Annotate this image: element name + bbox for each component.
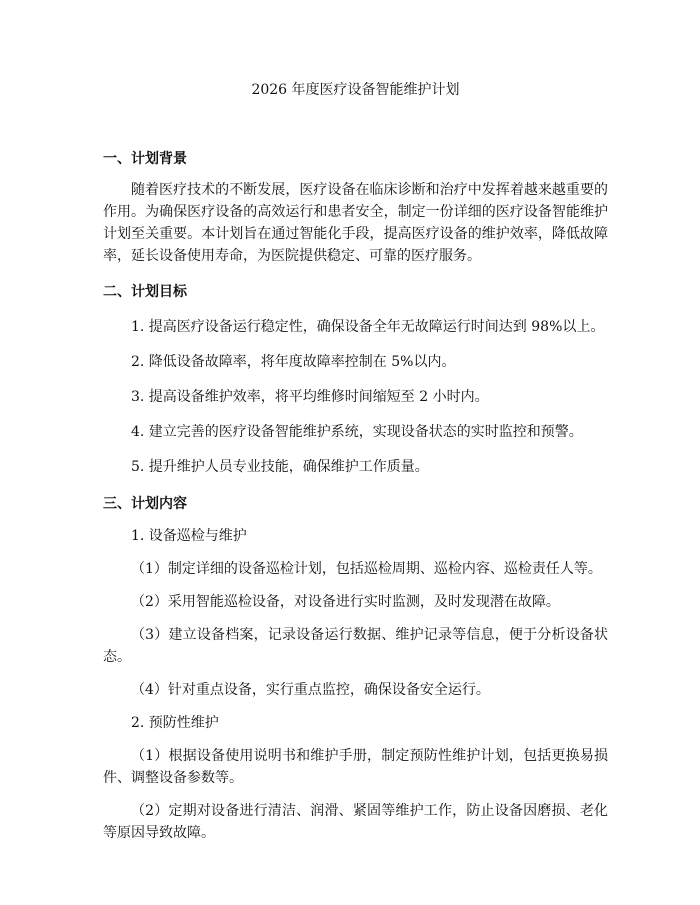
section-heading-goals: 二、计划目标	[103, 284, 187, 300]
section-heading-background: 一、计划背景	[103, 151, 187, 167]
document-title: 2026 年度医疗设备智能维护计划	[251, 82, 460, 98]
goal-item-3: 3. 提高设备维护效率，将平均维修时间缩短至 2 小时内。	[131, 389, 489, 405]
preventive-item-2: （2）定期对设备进行清洁、润滑、紧固等维护工作，防止设备因磨损、老化等原因导致故障。	[103, 803, 608, 841]
goal-item-4: 4. 建立完善的医疗设备智能维护系统，实现设备状态的实时监控和预警。	[131, 424, 583, 440]
goal-item-1: 1. 提高医疗设备运行稳定性，确保设备全年无故障运行时间达到 98%以上。	[131, 319, 605, 335]
inspection-item-3: （3）建立设备档案，记录设备运行数据、维护记录等信息，便于分析设备状态。	[103, 627, 608, 665]
subsection-title-preventive: 2. 预防性维护	[131, 715, 219, 731]
subsection-title-inspection: 1. 设备巡检与维护	[131, 528, 247, 544]
background-paragraph: 随着医疗技术的不断发展，医疗设备在临床诊断和治疗中发挥着越来越重要的作用。为确保医疗设备的高效运行和患者安全，制定一份详细的医疗设备智能维护计划至关重要。本计划旨在通过智能化手段，提高医疗设备的维护效率，降低故障率，延长设备使用寿命，为医院提供稳定、可靠的医疗服务。	[103, 182, 608, 264]
inspection-item-1: （1）制定详细的设备巡检计划，包括巡检周期、巡检内容、巡检责任人等。	[131, 561, 602, 577]
goal-item-2: 2. 降低设备故障率，将年度故障率控制在 5%以内。	[131, 354, 456, 370]
inspection-item-4: （4）针对重点设备，实行重点监控，确保设备安全运行。	[131, 682, 490, 698]
section-heading-content: 三、计划内容	[103, 496, 187, 512]
preventive-item-1: （1）根据设备使用说明书和维护手册，制定预防性维护计划，包括更换易损件、调整设备参数等。	[103, 748, 608, 786]
inspection-item-2: （2）采用智能巡检设备，对设备进行实时监测，及时发现潜在故障。	[131, 594, 560, 610]
goal-item-5: 5. 提升维护人员专业技能，确保维护工作质量。	[131, 459, 429, 475]
